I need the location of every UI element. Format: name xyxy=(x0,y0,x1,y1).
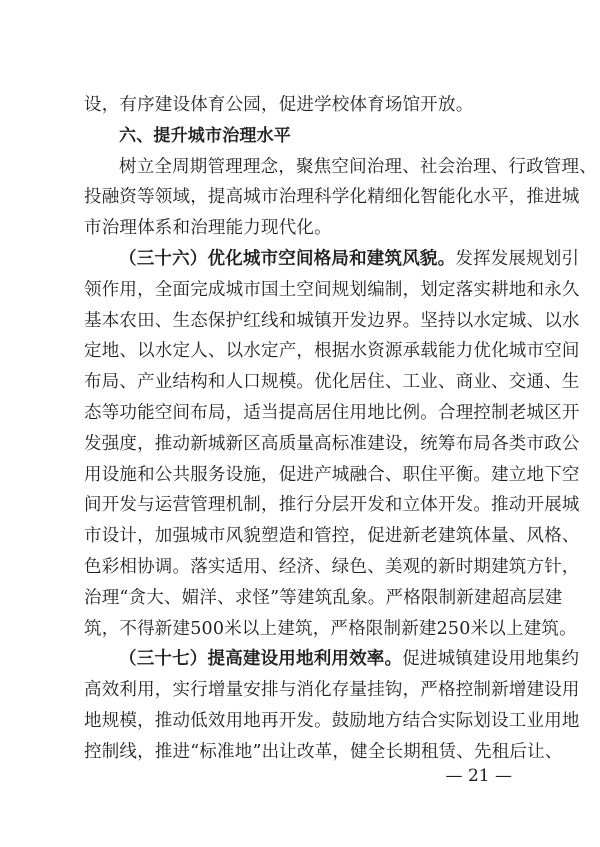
document-body xyxy=(84,90,597,768)
paragraph-first-line xyxy=(84,644,580,675)
body-line: 基本农田、生态保护红线和城镇开发边界。坚持以水定城、以水 xyxy=(84,310,580,331)
page-number xyxy=(0,766,600,786)
paragraph-lead: （三十七）提高建设用地利用效率。 xyxy=(119,649,403,670)
body-line: 地规模，推动低效用地再开发。鼓励地方结合实际划设工业用地 xyxy=(84,710,580,731)
body-line: 定地、以水定人、以水定产，根据水资源承载能力优化城市空间 xyxy=(84,341,580,362)
body-line: 治理“贪大、媚洋、求怪”等建筑乱象。严格限制新建超高层建 xyxy=(84,587,563,608)
body-line: 间开发与运营管理机制，推行分层开发和立体开发。推动开展城 xyxy=(84,495,580,516)
body-line: 控制线，推进“标准地”出让改革，健全长期租赁、先租后让、 xyxy=(84,741,563,762)
section-heading: 六、提升城市治理水平 xyxy=(119,125,291,146)
body-line: 发强度，推动新城新区高质量高标准建设，统筹布局各类市政公 xyxy=(84,433,580,454)
body-line: 用设施和公共服务设施，促进产城融合、职住平衡。建立地下空 xyxy=(84,464,580,485)
body-line: 高效利用，实行增量安排与消化存量挂钩，严格控制新增建设用 xyxy=(84,680,580,701)
body-line: 市治理体系和治理能力现代化。 xyxy=(84,218,332,239)
body-line: 布局、产业结构和人口规模。优化居住、工业、商业、交通、生 xyxy=(84,372,580,393)
body-line: 投融资等领域，提高城市治理科学化精细化智能化水平，推进城 xyxy=(84,187,580,208)
body-line: 态等功能空间布局，适当提高居住用地比例。合理控制老城区开 xyxy=(84,402,580,423)
page-number-text: — 21 — xyxy=(445,766,512,786)
body-line: 色彩相协调。落实适用、经济、绿色、美观的新时期建筑方针， xyxy=(84,556,580,577)
body-line: 树立全周期管理理念，聚焦空间治理、社会治理、行政管理、 xyxy=(119,156,597,177)
body-line: 筑，不得新建500米以上建筑，严格限制新建250米以上建筑。 xyxy=(84,618,577,639)
paragraph-lead: （三十六）优化城市空间格局和建筑风貌。 xyxy=(119,248,456,269)
paragraph-first-line-rest: 发挥发展规划引 xyxy=(455,248,580,269)
body-line: 设，有序建设体育公园，促进学校体育场馆开放。 xyxy=(84,95,474,115)
body-line: 领作用，全面完成城市国土空间规划编制，划定落实耕地和永久 xyxy=(84,279,580,300)
body-line: 市设计，加强城市风貌塑造和管控，促进新老建筑体量、风格、 xyxy=(84,526,580,547)
paragraph-first-line xyxy=(84,244,580,275)
paragraph-first-line-rest: 促进城镇建设用地集约 xyxy=(402,649,580,670)
